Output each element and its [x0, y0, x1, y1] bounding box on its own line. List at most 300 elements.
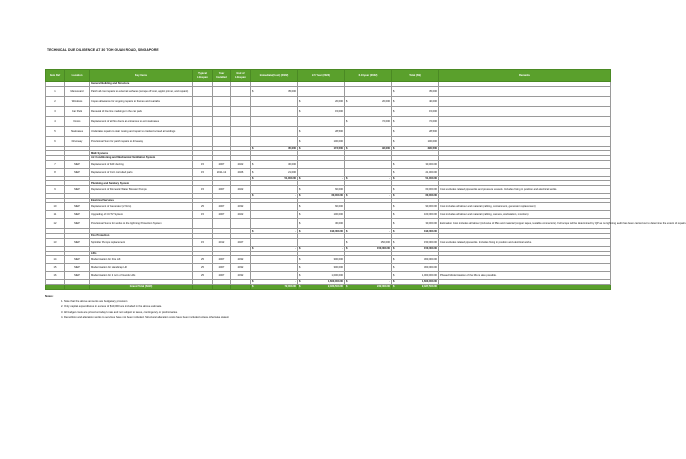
header-row: [46, 70, 611, 82]
grand-total-total: [392, 284, 439, 289]
key-item: Replacement of FAF ducting: [90, 160, 193, 168]
subtotal-total-value: 190,000.00: [424, 229, 437, 233]
currency-symbol: $: [393, 176, 395, 180]
subtotal-immediate-value: -: [295, 229, 296, 233]
section-title: M&E Systems: [90, 151, 193, 156]
cost-2-5-year: [298, 116, 348, 126]
location: Car Park: [65, 106, 90, 116]
table-row: [46, 219, 611, 229]
lifespan: 15: [193, 238, 213, 246]
row-total: [392, 256, 439, 264]
grand-total-2-5-year-value: 2,023,500.00: [327, 285, 343, 289]
row-total: [392, 106, 439, 116]
location: MEP: [65, 160, 90, 168]
currency-symbol: $: [346, 194, 348, 198]
location: MEP: [65, 211, 90, 219]
table-row: [46, 106, 611, 116]
item-ref: 9: [46, 185, 65, 193]
empty-cell: [65, 284, 90, 289]
cost-6-10-year: [345, 136, 395, 146]
location: MEP: [65, 185, 90, 193]
end-of-lifespan: [231, 86, 254, 96]
currency-symbol: $: [299, 187, 301, 191]
item-ref: 11: [46, 211, 65, 219]
currency-symbol: $: [299, 280, 301, 284]
subtotal-6-10-year-value: 150,000.00: [377, 247, 390, 251]
table-row: [46, 168, 611, 176]
row-total-value: 30,000.00: [425, 162, 437, 166]
cost-6-10-year: [345, 168, 395, 176]
immediate-cost: [251, 238, 298, 246]
subtotal-immediate-value: -: [295, 194, 296, 198]
key-item: Provisional Sum for patch repairs to driveway: [90, 136, 193, 146]
immediate-cost: [251, 126, 301, 136]
row-total: [392, 168, 439, 176]
key-item: Modernisation for Handicap Lift: [90, 264, 193, 272]
table-row: [46, 264, 611, 272]
remarks: Cost includes all labour and material (cabling, camera, workstation, monitors): [439, 211, 611, 219]
location: MEP: [65, 264, 90, 272]
currency-symbol: $: [252, 162, 254, 166]
col-header-lifespan: Typical Lifespan: [193, 70, 213, 82]
subtotal-6-10-year-value: -: [389, 229, 390, 233]
col-header-2-5-year: 2-5 Year (2023): [298, 70, 345, 82]
grand-total-immediate-value: 72,000.00: [284, 285, 296, 289]
row-total-value: 40,000: [429, 99, 437, 103]
year-installed: 2007: [213, 264, 231, 272]
currency-symbol: $: [393, 89, 395, 93]
remarks: Cost excludes related pipeworks. Includes fixing in position and electrical works.: [439, 238, 611, 246]
remarks: [439, 256, 611, 264]
cost-6-10-year: [345, 238, 395, 246]
currency-symbol: $: [346, 99, 348, 103]
remarks: [439, 136, 611, 146]
currency-symbol: $: [299, 247, 301, 251]
currency-symbol: $: [393, 170, 395, 174]
currency-symbol: $: [393, 129, 395, 133]
currency-symbol: $: [252, 89, 254, 93]
immediate-cost-value: 21,000: [288, 170, 296, 174]
year-installed: [213, 136, 231, 146]
subtotal-6-10-year-value: 92,000: [382, 146, 390, 150]
currency-symbol: $: [299, 99, 301, 103]
row-total: [392, 96, 439, 106]
currency-symbol: $: [393, 280, 395, 284]
item-ref: 8: [46, 168, 65, 176]
subtotal-immediate-value: 51,000.00: [284, 176, 296, 180]
currency-symbol: $: [346, 229, 348, 233]
currency-symbol: $: [346, 146, 348, 150]
item-ref: 15: [46, 264, 65, 272]
cost-2-5-year: [298, 96, 348, 106]
item-ref: 10: [46, 203, 65, 211]
cost-2-5-year-value: 30,000: [335, 222, 343, 226]
col-header-location: Location: [65, 70, 90, 82]
col-header-item-ref: Item Ref: [46, 70, 65, 82]
currency-symbol: $: [393, 187, 395, 191]
year-installed: 2012: [213, 238, 231, 246]
currency-symbol: $: [393, 205, 395, 209]
year-installed: [213, 116, 231, 126]
empty-cell: [439, 284, 611, 289]
subtotal-2-5-year-value: -: [342, 176, 343, 180]
end-of-lifespan: [231, 219, 251, 229]
year-installed: 2007: [213, 185, 231, 193]
currency-symbol: $: [299, 146, 301, 150]
remarks: [439, 264, 611, 272]
row-total: [392, 238, 439, 246]
item-ref: 2: [46, 96, 65, 106]
cost-6-10-year: [345, 160, 395, 168]
currency-symbol: $: [299, 258, 301, 262]
lifespan: [193, 86, 213, 96]
end-of-lifespan: 2032: [231, 203, 251, 211]
cost-6-10-year: [345, 185, 395, 193]
cost-6-10-year: [345, 211, 395, 219]
location: Driveway: [65, 136, 90, 146]
location: MEP: [65, 168, 90, 176]
note-item: 4. Demolition and alteration works to services have not been included. Structural alteration costs have been included unless otherwise stated.: [61, 315, 230, 319]
cost-2-5-year: [298, 86, 345, 96]
item-ref: 1: [46, 86, 65, 96]
location: MEP: [65, 256, 90, 264]
year-installed: [213, 86, 231, 96]
cost-6-10-year-value: 72,000: [382, 119, 390, 123]
currency-symbol: $: [393, 119, 395, 123]
remarks: [439, 86, 611, 96]
col-header-immediate: Immediate(Cost) (2022): [251, 70, 298, 82]
currency-symbol: $: [393, 247, 395, 251]
subtotal-2-5-year-value: 1,600,000.00: [327, 280, 343, 284]
key-item: Provisional Sums for works to the lightning Protection System: [90, 219, 193, 229]
cost-2-5-year-value: 300,000: [333, 258, 343, 262]
currency-symbol: $: [299, 109, 301, 113]
table-row: [46, 272, 611, 280]
lifespan: [193, 106, 213, 116]
grand-total-row: [46, 284, 611, 289]
lifespan: 25: [193, 272, 213, 280]
cost-2-5-year-value: 100,000: [333, 139, 343, 143]
table-row: [46, 116, 611, 126]
subtotal-2-5-year-value: 190,000.00: [330, 229, 343, 233]
grand-total-6-10-year: [345, 284, 395, 289]
row-total-value: 35,000: [429, 89, 437, 93]
empty-cell: [193, 284, 213, 289]
key-item: Modernisation for 2 no's of Goods Lifts: [90, 272, 193, 280]
subtotal-2-5-year-value: 173,500: [333, 146, 343, 150]
cost-6-10-year: [345, 256, 395, 264]
key-item: Sprinkler Pumps replacement: [90, 238, 193, 246]
year-installed: 2007: [213, 256, 231, 264]
currency-symbol: $: [252, 229, 254, 233]
subtotal-2-5-year-value: -: [342, 247, 343, 251]
row-total: [392, 211, 439, 219]
grand-total-immediate: [251, 284, 301, 289]
key-item: Replacement of all fire doors at entrances to exit staircases: [90, 116, 193, 126]
year-installed: [213, 96, 231, 106]
cost-2-5-year: [298, 256, 345, 264]
cost-2-5-year: [298, 185, 345, 193]
currency-symbol: $: [393, 99, 395, 103]
row-total: [392, 160, 439, 168]
immediate-cost-value: 35,000: [288, 89, 296, 93]
empty-cell: [231, 284, 254, 289]
currency-symbol: $: [299, 266, 301, 270]
note-item: 2. Only capital expenditures in excess of $10,000 are included in the above estimate.: [61, 305, 162, 309]
location: Staircases: [65, 126, 90, 136]
remarks: [439, 126, 611, 136]
currency-symbol: $: [252, 247, 254, 251]
currency-symbol: $: [346, 247, 348, 251]
end-of-lifespan: 2022: [231, 185, 251, 193]
note-item: 3. All budget costs are priced at today's rate and not subject to taxes, contingency or preliminaries.: [61, 310, 178, 314]
row-total-value: 30,000.00: [425, 222, 437, 226]
table-row: [46, 96, 611, 106]
row-total-value: 300,000.00: [424, 266, 437, 270]
lifespan: [193, 136, 213, 146]
currency-symbol: $: [346, 176, 348, 180]
currency-symbol: $: [393, 222, 395, 226]
currency-symbol: $: [299, 176, 301, 180]
currency-symbol: $: [393, 162, 395, 166]
row-total: [392, 264, 439, 272]
table-row: [46, 185, 611, 193]
item-ref: 4: [46, 116, 65, 126]
row-total: [392, 86, 439, 96]
year-installed: 2007: [213, 203, 231, 211]
currency-symbol: $: [393, 229, 395, 233]
item-ref: 3: [46, 106, 65, 116]
cost-2-5-year: [298, 126, 345, 136]
remarks: Cost includes all labour and material (cabling, containment, generator replacement): [439, 203, 611, 211]
item-ref: 6: [46, 136, 65, 146]
row-total-value: 15,000: [429, 109, 437, 113]
table-row: [46, 126, 611, 136]
section-title: Electrical Services: [90, 198, 193, 203]
remarks: [439, 160, 611, 168]
cost-2-5-year: [298, 203, 345, 211]
key-item: Copes allowance for ongoing repairs to frames and reartabs: [90, 96, 193, 106]
row-total-value: 21,000.00: [425, 170, 437, 174]
row-total: [392, 116, 439, 126]
col-header-remarks: Remarks: [439, 70, 611, 82]
currency-symbol: $: [346, 285, 348, 289]
item-ref: 14: [46, 256, 65, 264]
remarks: Cost excludes related pipeworks and pressure vessels. Includes fixing in position and electrical works.: [439, 185, 611, 193]
year-installed: [213, 106, 231, 116]
lifespan: 15: [193, 211, 213, 219]
document-title: TECHNICAL DUE DILIGENCE AT 30 TOH GUAN ROAD, SINGAPORE: [47, 48, 159, 52]
immediate-cost: [251, 168, 298, 176]
remarks: [439, 168, 611, 176]
immediate-cost: [251, 86, 298, 96]
cost-2-5-year-value: 20,000: [335, 99, 343, 103]
table-body: [46, 82, 686, 290]
cost-6-10-year: [345, 272, 395, 280]
section-title: General Building and Structure: [90, 82, 193, 87]
cost-table: [45, 69, 686, 290]
cost-2-5-year-value: 60,000: [335, 187, 343, 191]
currency-symbol: $: [393, 139, 395, 143]
lifespan: [193, 116, 213, 126]
row-total-value: 72,000: [429, 119, 437, 123]
item-ref: 7: [46, 160, 65, 168]
table-row: [46, 256, 611, 264]
end-of-lifespan: [231, 126, 251, 136]
year-installed: [213, 126, 231, 136]
section-subtitle: Air Conditioning and Mechanical Ventilation System: [90, 155, 193, 160]
end-of-lifespan: 2032: [231, 256, 251, 264]
notes-heading: Notes:: [45, 295, 54, 298]
row-total: [392, 136, 439, 146]
cost-2-5-year: [298, 106, 345, 116]
subtotal-6-10-year-value: -: [389, 194, 390, 198]
cost-2-5-year-value: 1,000,000: [331, 274, 343, 278]
currency-symbol: $: [393, 258, 395, 262]
remarks: Estimation Cost includes all labour (inclusive of PEs and material (copper tapes, testable connectors). Full scope will be determined by QP as no lightning audit has been carried out to determine the extent of repairs.: [439, 219, 611, 229]
notes-block: [45, 294, 229, 320]
row-total-value: 1,000,000.00: [421, 274, 437, 278]
row-total-value: 100,000: [427, 139, 437, 143]
location: MEP: [65, 203, 90, 211]
key-item: Undertake repairs to stair nosing and repair to cracked screed at landings: [90, 126, 193, 136]
location: Mansonard: [65, 86, 90, 96]
immediate-cost: [251, 116, 298, 126]
location: MEP: [65, 272, 90, 280]
item-ref: 13: [46, 238, 65, 246]
lifespan: [193, 96, 213, 106]
key-item: Upgrading of CCTV System: [90, 211, 193, 219]
grand-total-total-value: 2,327,500.00: [421, 285, 437, 289]
item-ref: 16: [46, 272, 65, 280]
currency-symbol: $: [393, 266, 395, 270]
immediate-cost-value: 30,000: [288, 162, 296, 166]
immediate-cost: [251, 211, 301, 219]
cost-6-10-year: [345, 116, 395, 126]
empty-cell: [46, 284, 65, 289]
end-of-lifespan: 2022: [231, 211, 251, 219]
subtotal-immediate-value: -: [295, 280, 296, 284]
immediate-cost: [251, 160, 298, 168]
col-header-6-10-year: 6-10year (2032): [345, 70, 392, 82]
note-item: 1. Note that the above amounts are budgetary provision: [61, 300, 128, 304]
currency-symbol: $: [252, 170, 254, 174]
cost-2-5-year: [298, 238, 348, 246]
subtotal-total-value: 290,500: [427, 146, 437, 150]
currency-symbol: $: [299, 285, 301, 289]
currency-symbol: $: [299, 194, 301, 198]
immediate-cost: [251, 203, 301, 211]
subtotal-total-value: 51,000.00: [425, 176, 437, 180]
col-header-year-installed: Year Installed: [213, 70, 231, 82]
row-total-value: 90,000.00: [425, 205, 437, 209]
row-total-value: 150,000.00: [424, 240, 437, 244]
cost-2-5-year-value: 15,000: [335, 109, 343, 113]
cost-6-10-year: [345, 203, 395, 211]
row-total: [392, 219, 439, 229]
cost-2-5-year-value: 60,000: [335, 205, 343, 209]
currency-symbol: $: [299, 274, 301, 278]
item-ref: 5: [46, 126, 65, 136]
section-title: Fire Protection: [90, 234, 193, 239]
lifespan: 25: [193, 203, 213, 211]
currency-symbol: $: [346, 280, 348, 284]
end-of-lifespan: [231, 136, 251, 146]
year-installed: 2007: [213, 211, 231, 219]
end-of-lifespan: 2022: [231, 160, 251, 168]
cost-2-5-year: [298, 272, 345, 280]
currency-symbol: $: [252, 194, 254, 198]
currency-symbol: $: [299, 229, 301, 233]
cost-2-5-year: [298, 168, 345, 176]
lifespan: [193, 126, 213, 136]
currency-symbol: $: [252, 146, 254, 150]
immediate-cost: [251, 136, 301, 146]
row-total: [392, 272, 439, 280]
currency-symbol: $: [299, 129, 301, 133]
remarks: [439, 96, 611, 106]
cost-6-10-year: [345, 96, 395, 106]
currency-symbol: $: [252, 176, 254, 180]
cost-6-10-year: [345, 219, 395, 229]
row-total-value: 60,000.00: [425, 187, 437, 191]
row-total: [392, 126, 439, 136]
lifespan: [193, 219, 213, 229]
currency-symbol: $: [299, 205, 301, 209]
grand-total-2-5-year: [298, 284, 348, 289]
key-item: Renewal of line line markings in the car park: [90, 106, 193, 116]
immediate-cost: [251, 96, 301, 106]
subtotal-total-value: 1,600,000.00: [421, 280, 437, 284]
section-title: Plumbing and Sanitary System: [90, 181, 193, 186]
cost-2-5-year-value: 300,000: [333, 266, 343, 270]
col-header-total: Total (S$): [392, 70, 439, 82]
currency-symbol: $: [393, 213, 395, 217]
table-row: [46, 211, 611, 219]
currency-symbol: $: [252, 285, 254, 289]
row-total: [392, 203, 439, 211]
subtotal-6-10-year-value: -: [389, 280, 390, 284]
row-total-value: 300,000.00: [424, 258, 437, 262]
col-header-end-of-lifespan: End of Lifespan: [231, 70, 251, 82]
row-total-value: 100,000.00: [424, 213, 437, 217]
cost-6-10-year-value: 150,000: [380, 240, 390, 244]
cost-6-10-year: [345, 126, 395, 136]
key-item: Patch all cost repairs to external surfaces (scrape off cost, applic primer, and repaint): [90, 86, 193, 96]
key-item: Modernisation for Fire Lift: [90, 256, 193, 264]
cost-2-5-year: [298, 160, 345, 168]
cost-2-5-year: [298, 219, 345, 229]
row-total: [392, 185, 439, 193]
year-installed: [213, 219, 231, 229]
remarks: [439, 116, 611, 126]
currency-symbol: $: [393, 285, 395, 289]
location: MEP: [65, 238, 90, 246]
lifespan: 15: [193, 168, 213, 176]
end-of-lifespan: 2032: [231, 264, 251, 272]
year-installed: 2007: [213, 160, 231, 168]
end-of-lifespan: 2026: [231, 168, 251, 176]
currency-symbol: $: [393, 109, 395, 113]
end-of-lifespan: [231, 116, 251, 126]
immediate-cost: [251, 264, 301, 272]
currency-symbol: $: [393, 274, 395, 278]
cost-2-5-year: [298, 264, 345, 272]
col-header-key-items: Key Items: [90, 70, 193, 82]
table-row: [46, 238, 611, 246]
subtotal-6-10-year-value: -: [389, 176, 390, 180]
lifespan: 15: [193, 160, 213, 168]
